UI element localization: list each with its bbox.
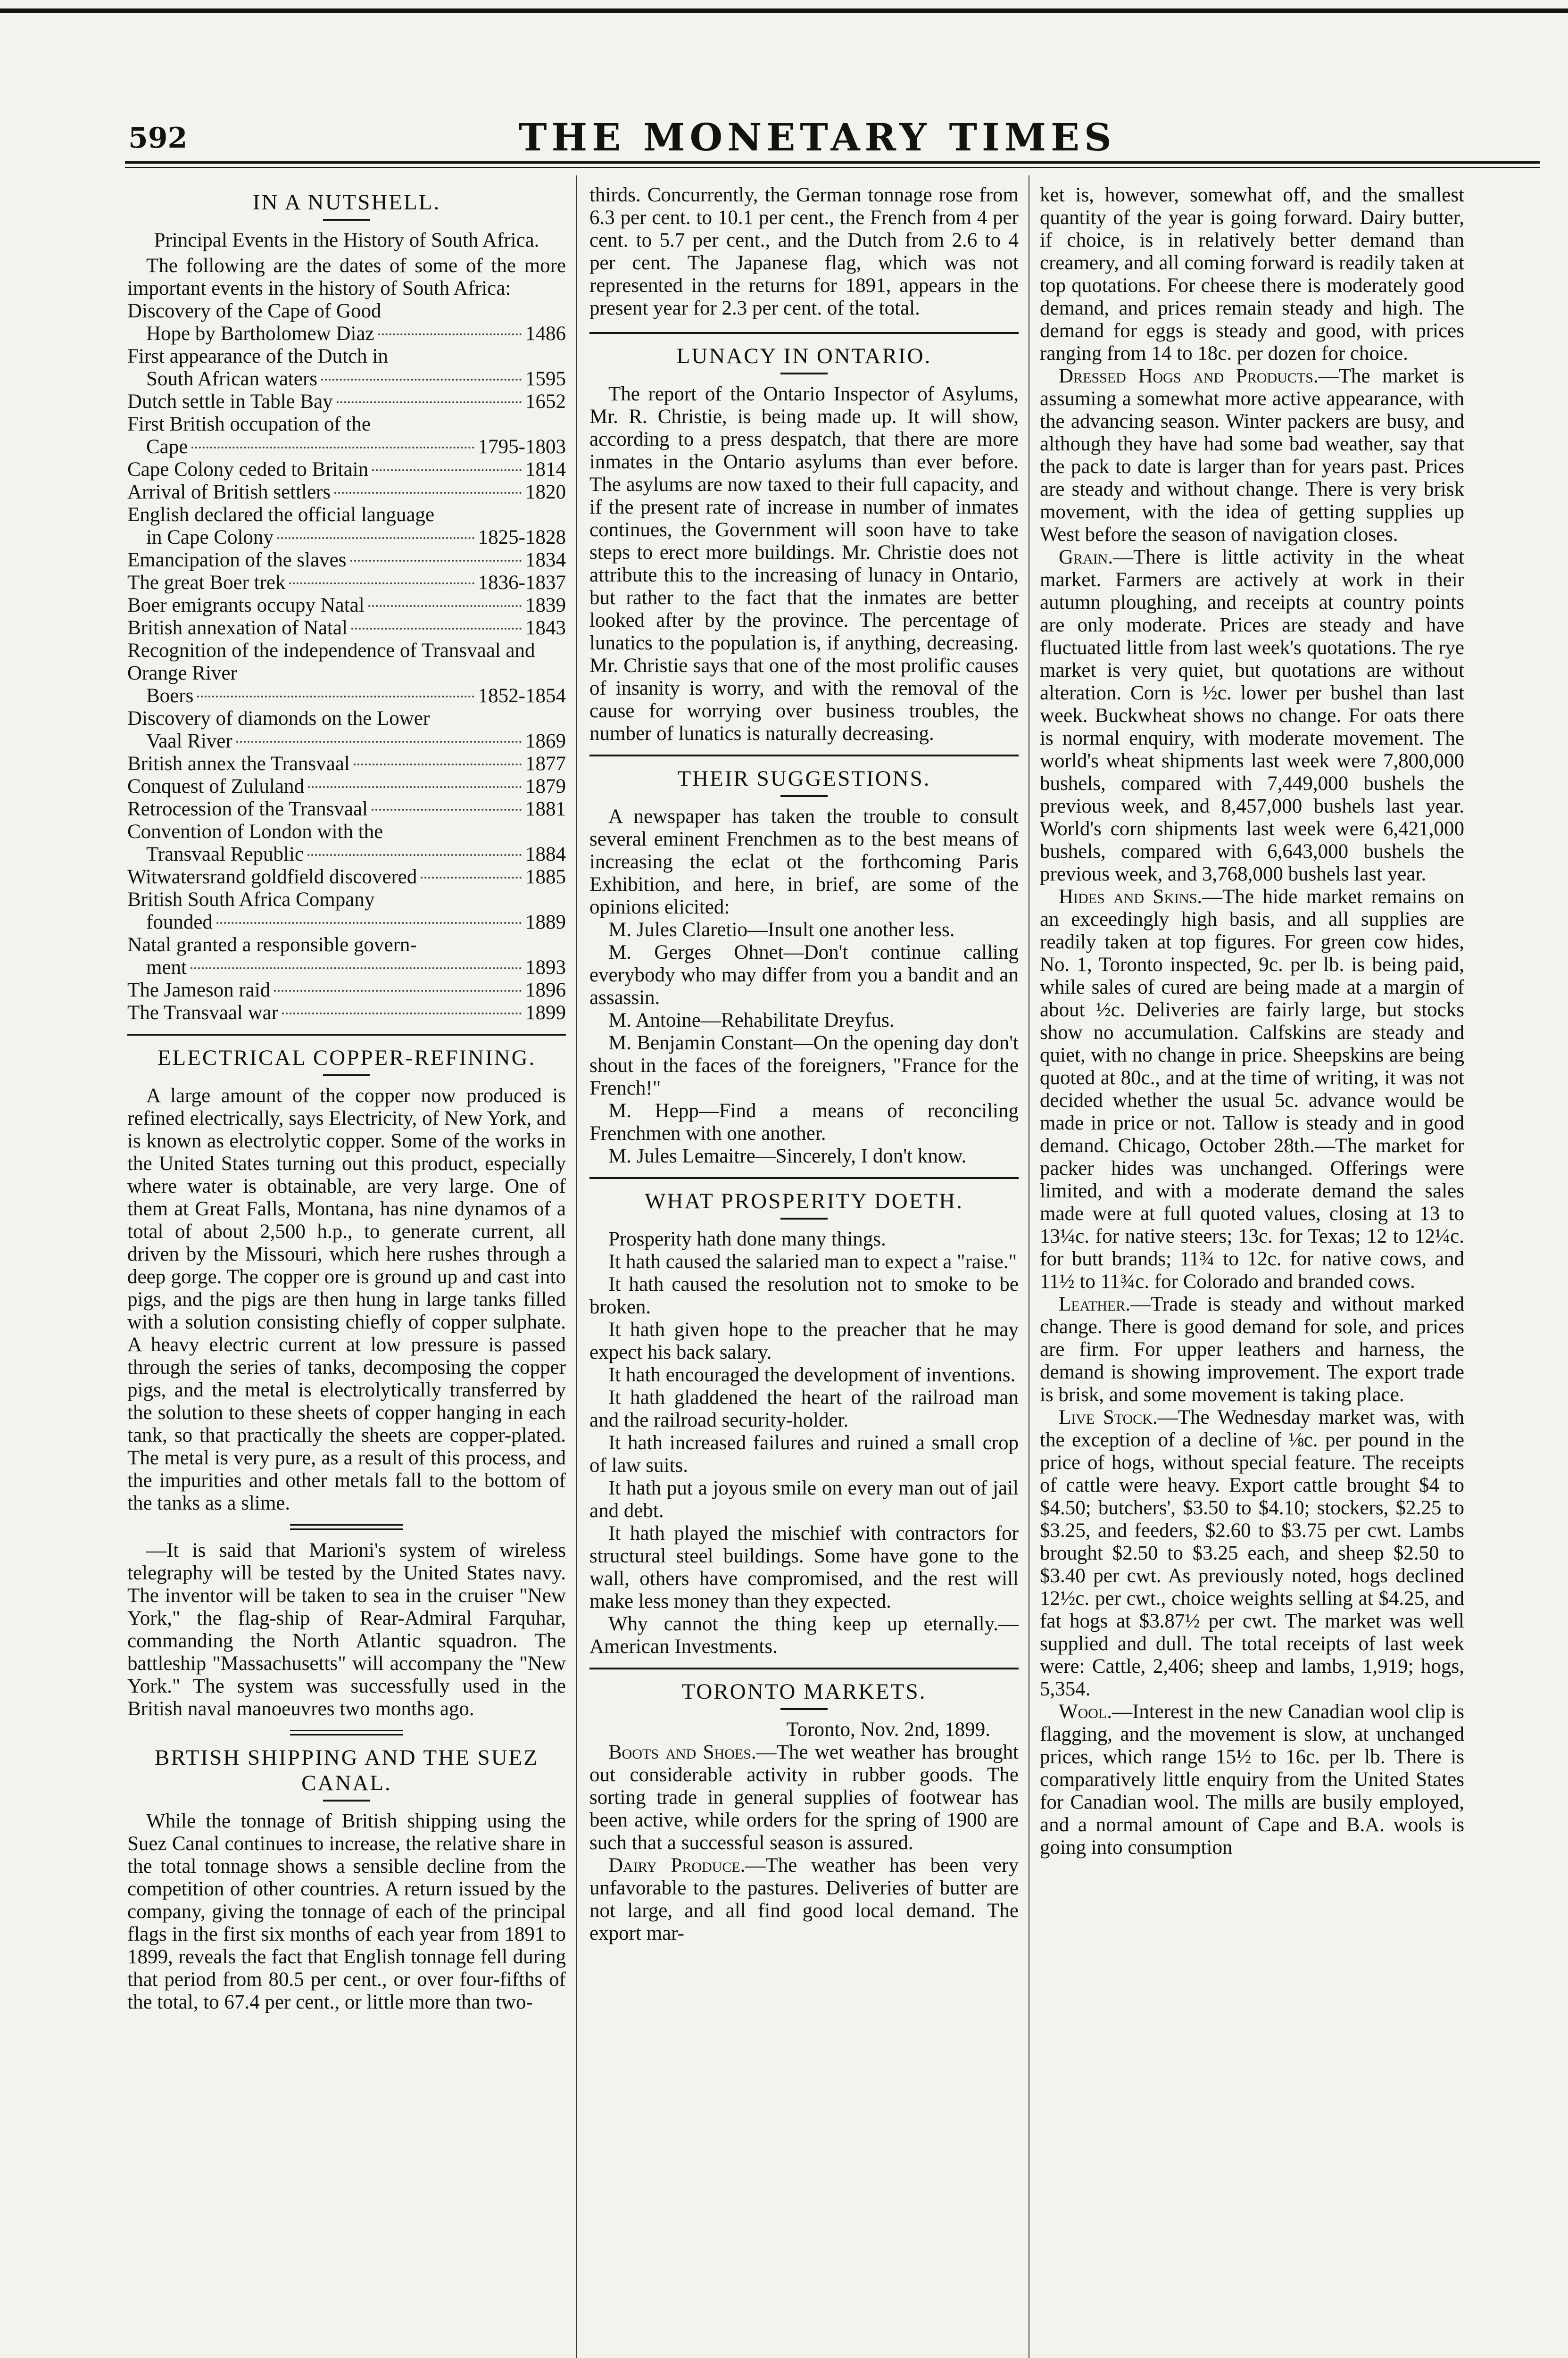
market-text: —The market is assuming a somewhat more active appearance, with the advancing season. Winter packers are busy, and although they have had some bad weather, say that the pack to date is larger than for years past. Prices are steady and without change. There is very brisk movement, with the idea of getting supplies up West before the season of navigation closes. bbox=[1040, 365, 1465, 546]
event-year: 1884 bbox=[525, 843, 566, 865]
event-row bbox=[127, 843, 566, 866]
leader-dots bbox=[216, 922, 522, 924]
section-rule bbox=[589, 332, 1019, 334]
market-paragraph bbox=[1040, 365, 1464, 546]
list-item: Prosperity hath done many things. bbox=[608, 1228, 886, 1250]
leader-dots bbox=[372, 469, 522, 471]
event-text: Boer emigrants occupy Natal bbox=[127, 594, 365, 616]
event-year: 1839 bbox=[525, 594, 566, 616]
leader-dots bbox=[354, 764, 522, 765]
event-row bbox=[127, 572, 566, 594]
list-item: It hath caused the resolution not to smoke to be broken. bbox=[589, 1273, 1019, 1318]
article-body: A large amount of the copper now produced is refined electrically, says Electricity, of New York, and is known as electrolytic copper. Some of the works in the United States turning out this product, especially where water is obtainable, are very large. One of them at Great Falls, Montana, has nine dynamos of a total of about 2,500 h.p., to generate current, all driven by the Missouri, which here rushes through a deep gorge. The copper ore is ground up and cast into pigs, and the pigs are then hung in large tanks filled with a solution consisting chiefly of copper sulphate. A heavy electric current at low pressure is passed through the series of tanks, decomposing the copper pigs, and the metal is electrolytically transferred by the solution to these sheets of copper hanging in each tank, so that practically the sheets are copper-plated. The metal is very pure, as a result of this process, and the impurities and other metals fall to the bottom of the tanks as a slime. bbox=[127, 1085, 566, 1514]
event-text: Cape Colony ceded to Britain bbox=[127, 458, 369, 481]
event-text: Recognition of the independence of Transvaal and Orange River bbox=[127, 639, 535, 684]
article-body: The report of the Ontario Inspector of Asylums, Mr. R. Christie, is being made up. It will show, according to a press despatch, that there are more inmates in the Ontario asylums than ever before. The asylums are now taxed to their full capacity, and if the present rate of increase in number of inmates continues, the Government will soon have to take steps to erect more buildings. Mr. Christie does not attribute this to the increasing of lunacy in Ontario, but rather to the fact that the inmates are better looked after by the province. The percentage of lunatics to the population is, if anything, decreasing. Mr. Christie says that one of the most prolific causes of insanity is worry, and with the removal of the cause for worrying over business troubles, the number of lunatics is naturally decreasing. bbox=[589, 383, 1019, 745]
event-row bbox=[127, 956, 566, 979]
article-subheading: Principal Events in the History of South Africa. bbox=[154, 229, 539, 251]
market-paragraph bbox=[589, 1741, 1019, 1854]
article-heading: TORONTO MARKETS. bbox=[681, 1679, 927, 1704]
leader-dots bbox=[274, 990, 522, 992]
event-text: Hope by Bartholomew Diaz bbox=[146, 323, 374, 345]
column-2 bbox=[589, 184, 1019, 1945]
event-text: Discovery of the Cape of Good bbox=[127, 300, 382, 322]
event-year: 1893 bbox=[525, 956, 566, 979]
event-row bbox=[127, 368, 566, 390]
market-label: Leather. bbox=[1059, 1293, 1131, 1315]
market-text: —Trade is steady and without marked change. There is good demand for sole, and prices are firm. For upper leathers and harness, the demand is showing improvement. The export trade is brisk, and some movement is taking place. bbox=[1040, 1293, 1464, 1406]
event-text: in Cape Colony bbox=[146, 526, 274, 548]
event-row bbox=[127, 549, 566, 572]
article-body-continued: thirds. Concurrently, the German tonnage rose from 6.3 per cent. to 10.1 per cent., the French from 4 per cent. to 5.7 per cent., and the Dutch from 2.6 to 4 per cent. The Japanese flag, which was not represented in the returns for 1891, appears in the present year for 2.3 per cent. of the total. bbox=[589, 184, 1019, 319]
leader-dots bbox=[307, 854, 522, 856]
event-year: 1899 bbox=[525, 1002, 566, 1024]
column-divider bbox=[576, 175, 577, 2358]
event-row bbox=[127, 617, 566, 639]
event-row bbox=[127, 390, 566, 413]
event-row bbox=[127, 775, 566, 798]
market-label: Live Stock. bbox=[1059, 1406, 1158, 1428]
event-year: 1881 bbox=[525, 798, 566, 820]
event-text: Arrival of British settlers bbox=[127, 481, 331, 503]
dateline: Toronto, Nov. 2nd, 1899. bbox=[786, 1719, 990, 1741]
leader-dots bbox=[277, 537, 474, 539]
event-year: 1869 bbox=[525, 730, 566, 752]
article-intro: The following are the dates of some of the more important events in the history of South Africa: bbox=[127, 255, 566, 299]
event-row bbox=[127, 979, 566, 1002]
event-row bbox=[127, 911, 566, 934]
event-row bbox=[127, 526, 566, 549]
leader-dots bbox=[334, 492, 522, 494]
leader-dots bbox=[350, 560, 522, 562]
leader-dots bbox=[372, 809, 522, 811]
list-item: M. Benjamin Constant—On the opening day don't shout in the faces of the foreigners, "France for the French!" bbox=[589, 1032, 1019, 1099]
article-heading: WHAT PROSPERITY DOETH. bbox=[645, 1189, 963, 1213]
section-rule bbox=[589, 755, 1019, 756]
list-item: It hath gladdened the heart of the railroad man and the railroad security-holder. bbox=[589, 1387, 1019, 1431]
events-list bbox=[127, 300, 566, 1024]
event-row bbox=[127, 323, 566, 345]
market-label: Dairy Produce. bbox=[608, 1854, 746, 1876]
leader-dots bbox=[308, 786, 522, 788]
event-text: English declared the official language bbox=[127, 504, 435, 526]
list-item: Why cannot the thing keep up eternally.—American Investments. bbox=[589, 1613, 1019, 1658]
article-heading: THEIR SUGGESTIONS. bbox=[677, 766, 931, 791]
event-year: 1889 bbox=[525, 911, 566, 933]
leader-dots bbox=[282, 1013, 522, 1014]
event-row bbox=[127, 436, 566, 458]
event-row bbox=[127, 458, 566, 481]
leader-dots bbox=[191, 967, 522, 969]
market-label: Dressed Hogs and Products. bbox=[1059, 365, 1319, 387]
event-text: Convention of London with the bbox=[127, 821, 383, 843]
event-year: 1795-1803 bbox=[478, 436, 566, 458]
event-text: Vaal River bbox=[146, 730, 232, 752]
market-text: —There is little activity in the wheat market. Farmers are actively at work in their autumn ploughing, and receipts at country points are only moderate. Prices are steady and have fluctuated little from last week's quotations. The rye market is very quiet, but quotations are without alteration. Corn is ½c. lower per bushel than last week. Buckwheat shows no change. For oats there is normal enquiry, with moderate movement. The world's wheat shipments last week were 7,800,000 bushels, compared with 7,449,000 bushels the previous week, and 8,457,000 bushels last year. World's corn shipments last week were 6,421,000 bushels, compared with 6,643,000 bushels the previous week, and 3,768,000 bushels last year. bbox=[1040, 546, 1464, 885]
event-text: First British occupation of the bbox=[127, 413, 371, 435]
event-text: Boers bbox=[146, 685, 194, 707]
article-heading: ELECTRICAL COPPER-REFINING. bbox=[157, 1046, 536, 1070]
market-label: Boots and Shoes. bbox=[608, 1741, 756, 1763]
leader-dots bbox=[236, 741, 522, 743]
event-row bbox=[127, 594, 566, 617]
event-row bbox=[127, 753, 566, 775]
column-3 bbox=[1040, 184, 1464, 1859]
article-intro: A newspaper has taken the trouble to consult several eminent Frenchmen as to the best means of increasing the eclat ot the forthcoming Paris Exhibition, and here, in brief, are some of the opinions elicited: bbox=[589, 805, 1019, 918]
leader-dots bbox=[337, 401, 522, 403]
event-text: Emancipation of the slaves bbox=[127, 549, 347, 571]
heading-rule bbox=[323, 219, 370, 221]
leader-dots bbox=[421, 877, 522, 879]
market-text: —The weather has been very unfavorable to the pastures. Deliveries of butter are not large, and all find good local demand. The export mar- bbox=[589, 1854, 1019, 1944]
event-text: The great Boer trek bbox=[127, 572, 286, 594]
heading-rule bbox=[323, 1074, 370, 1076]
event-row bbox=[127, 1002, 566, 1024]
event-text: Dutch settle in Table Bay bbox=[127, 390, 333, 413]
market-label: Hides and Skins. bbox=[1059, 886, 1203, 908]
double-rule bbox=[290, 1730, 403, 1735]
list-item: M. Jules Lemaitre—Sincerely, I don't know. bbox=[608, 1145, 967, 1167]
event-row bbox=[127, 481, 566, 504]
list-item: M. Gerges Ohnet—Don't continue calling everybody who may differ from you a bandit and an assassin. bbox=[589, 941, 1019, 1009]
leader-dots bbox=[321, 379, 522, 381]
market-text-continued: ket is, however, somewhat off, and the smallest quantity of the year is going forward. Dairy butter, if choice, is in relatively better demand than creamery, and all coming forward is readily taken at top quotations. For cheese there is moderately good demand, and prices remain steady and high. The demand for eggs is steady and good, with prices ranging from 14 to 18c. per dozen for choice. bbox=[1040, 184, 1464, 365]
heading-rule bbox=[780, 373, 828, 374]
article-heading: IN A NUTSHELL. bbox=[252, 190, 441, 215]
market-paragraph bbox=[1040, 1406, 1464, 1701]
leader-dots bbox=[191, 447, 474, 448]
list-item: It hath caused the salaried man to expect a "raise." bbox=[608, 1251, 1017, 1273]
event-year: 1652 bbox=[525, 390, 566, 413]
event-year: 1877 bbox=[525, 753, 566, 775]
event-text: ment bbox=[146, 956, 187, 979]
list-item: M. Jules Claretio—Insult one another less. bbox=[608, 919, 955, 941]
event-year: 1852-1854 bbox=[478, 685, 566, 707]
section-rule bbox=[127, 1034, 566, 1036]
event-year: 1836-1837 bbox=[478, 572, 566, 594]
heading-rule bbox=[780, 1218, 828, 1220]
event-text: Retrocession of the Transvaal bbox=[127, 798, 368, 820]
leader-dots bbox=[351, 628, 522, 630]
header-rule bbox=[125, 161, 1540, 164]
event-row bbox=[127, 866, 566, 888]
article-body: While the tonnage of British shipping using the Suez Canal continues to increase, the relative share in the total tonnage shows a sensible decline from the competition of other countries. A return issued by the company, giving the tonnage of each of the principal flags in the first six months of each year from 1891 to 1899, reveals the fact that English tonnage fell during that period from 80.5 per cent., or over four-fifths of the total, to 67.4 per cent., or little more than two- bbox=[127, 1810, 566, 2013]
event-year: 1843 bbox=[525, 617, 566, 639]
list-item: It hath encouraged the development of inventions. bbox=[608, 1364, 1016, 1386]
event-year: 1885 bbox=[525, 866, 566, 888]
list-item: It hath increased failures and ruined a small crop of law suits. bbox=[589, 1432, 1019, 1477]
page-number: 592 bbox=[128, 122, 188, 155]
heading-rule bbox=[323, 1800, 370, 1802]
market-text: —The hide market remains on an exceedingly high basis, and all supplies are readily taken at top figures. For green cow hides, No. 1, Toronto inspected, 9c. per lb. is being paid, while sales of cured are being made at a margin of about ½c. Deliveries are fairly large, but stocks show no accumulation. Calfskins are steady and quiet, with no change in price. Sheepskins are being quoted at 80c., and at the time of writing, it was not decided whether the usual 5c. advance would be made in price or not. Tallow is steady and in good demand. Chicago, October 28th.—The market for packer hides was unchanged. Offerings were limited, and with a moderate demand the sales made were at full quoted values, closing at 13 to 13¼c. for native steers; 13c. for Texas; 12 to 12¼c. for butt brands; 11¾ to 12c. for native cows, and 11½ to 11¾c. for Colorado and branded cows. bbox=[1040, 886, 1464, 1293]
article-body: —It is said that Marioni's system of wireless telegraphy will be tested by the United States navy. The inventor will be taken to sea in the cruiser "New York," the flag-ship of Rear-Admiral Farquhar, commanding the North Atlantic squadron. The battleship "Massachusetts" will accompany the "New York." The system was successfully used in the British naval manoeuvres two months ago. bbox=[127, 1539, 566, 1720]
event-year: 1486 bbox=[525, 323, 566, 345]
leader-dots bbox=[197, 696, 474, 697]
list-item: It hath put a joyous smile on every man out of jail and debt. bbox=[589, 1477, 1019, 1522]
section-rule bbox=[589, 1177, 1019, 1179]
market-label: Grain. bbox=[1059, 546, 1113, 568]
event-text: First appearance of the Dutch in bbox=[127, 345, 388, 367]
list-item: It hath given hope to the preacher that he may expect his back salary. bbox=[589, 1319, 1019, 1363]
event-text: The Transvaal war bbox=[127, 1002, 279, 1024]
market-text: —The Wednesday market was, with the exception of a decline of ⅛c. per pound in the price of hogs, without special feature. The receipts of cattle were heavy. Export cattle brought $4 to $4.50; butchers', $3.50 to $4.10; stockers, $2.25 to $3.25, and feeders, $2.60 to $3.75 per cwt. Lambs brought $2.50 to $3.25 each, and sheep $2.50 to $3.40 per cwt. As previously noted, hogs declined 12½c. per cwt., choice weights selling at $4.25, and fat hogs at $3.87½ per cwt. The market was well supplied and dull. The total receipts of last week were: Cattle, 2,406; sheep and lambs, 1,919; hogs, 5,354. bbox=[1040, 1406, 1464, 1700]
event-year: 1896 bbox=[525, 979, 566, 1001]
market-label: Wool. bbox=[1059, 1701, 1112, 1723]
event-year: 1814 bbox=[525, 458, 566, 481]
market-text: —The wet weather has brought out considerable activity in rubber goods. The sorting trade in general supplies of footwear has been active, while orders for the spring of 1900 are such that a successful season is assured. bbox=[589, 1741, 1019, 1854]
event-text: Discovery of diamonds on the Lower bbox=[127, 707, 430, 730]
list-item: M. Hepp—Find a means of reconciling Frenchmen with one another. bbox=[589, 1100, 1019, 1145]
list-item: M. Antoine—Rehabilitate Dreyfus. bbox=[608, 1009, 895, 1031]
heading-rule bbox=[780, 795, 828, 797]
event-text: South African waters bbox=[146, 368, 318, 390]
event-year: 1820 bbox=[525, 481, 566, 503]
event-row bbox=[127, 685, 566, 707]
market-paragraph bbox=[1040, 886, 1464, 1293]
heading-rule bbox=[780, 1708, 828, 1710]
article-heading: BRTISH SHIPPING AND THE SUEZ CANAL. bbox=[154, 1745, 539, 1795]
event-year: 1595 bbox=[525, 368, 566, 390]
event-text: Conquest of Zululand bbox=[127, 775, 305, 797]
event-text: British annex the Transvaal bbox=[127, 753, 350, 775]
market-paragraph bbox=[1040, 1701, 1464, 1859]
market-paragraph bbox=[1040, 1293, 1464, 1406]
section-rule bbox=[589, 1668, 1019, 1669]
event-text: British annexation of Natal bbox=[127, 617, 348, 639]
leader-dots bbox=[289, 582, 474, 584]
event-text: founded bbox=[146, 911, 213, 933]
event-row bbox=[127, 798, 566, 821]
event-text: The Jameson raid bbox=[127, 979, 271, 1001]
event-text: Natal granted a responsible govern- bbox=[127, 934, 417, 956]
event-text: British South Africa Company bbox=[127, 888, 375, 911]
double-rule bbox=[290, 1524, 403, 1530]
event-year: 1879 bbox=[525, 775, 566, 797]
column-1 bbox=[127, 184, 566, 2014]
market-paragraph bbox=[1040, 546, 1464, 886]
list-item: It hath played the mischief with contractors for structural steel buildings. Some have gone to the wall, others have compromised, and the rest will make less money than they expected. bbox=[589, 1522, 1019, 1612]
market-paragraph bbox=[589, 1854, 1019, 1945]
market-text: —Interest in the new Canadian wool clip is flagging, and the movement is slow, at unchanged prices, which range 15½ to 16c. per lb. There is comparatively little enquiry from the United States for Canadian wool. The mills are busily employed, and a normal amount of Cape and B.A. wools is going into consumption bbox=[1040, 1701, 1464, 1859]
leader-dots bbox=[378, 333, 522, 335]
event-row bbox=[127, 730, 566, 753]
top-border-rule bbox=[0, 8, 1568, 13]
event-text: Transvaal Republic bbox=[146, 843, 304, 865]
masthead-title: THE MONETARY TIMES bbox=[519, 115, 1116, 159]
event-text: Cape bbox=[146, 436, 188, 458]
leader-dots bbox=[368, 605, 522, 607]
header-rule-thin bbox=[125, 167, 1540, 168]
event-year: 1825-1828 bbox=[478, 526, 566, 548]
event-text: Witwatersrand goldfield discovered bbox=[127, 866, 417, 888]
event-year: 1834 bbox=[525, 549, 566, 571]
article-heading: LUNACY IN ONTARIO. bbox=[676, 344, 932, 368]
